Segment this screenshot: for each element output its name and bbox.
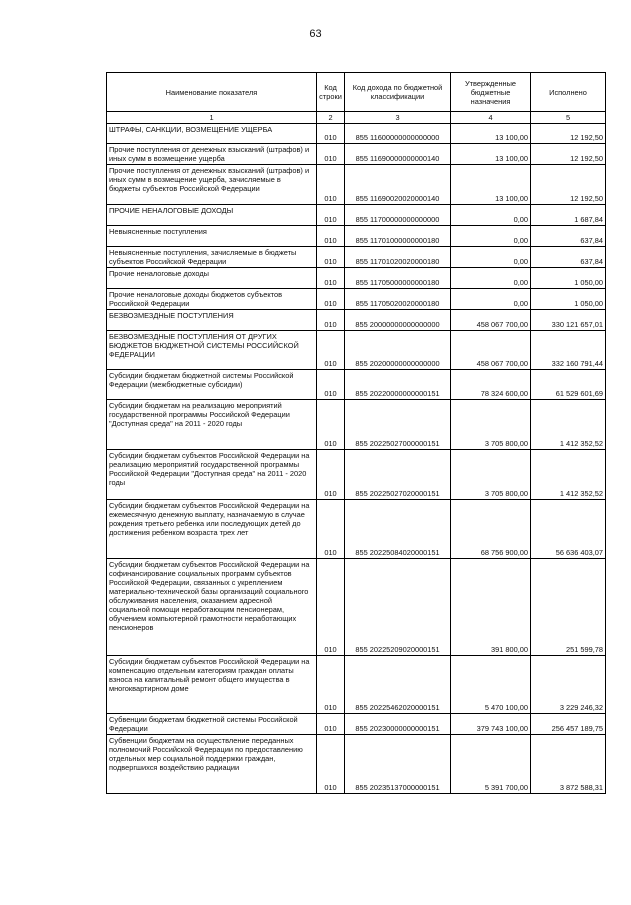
table-row [107, 124, 606, 144]
row-income-code: 855 11705000000000180 [345, 268, 451, 289]
row-name: Невыясненные поступления [107, 226, 317, 247]
table-row [107, 331, 606, 370]
row-line-code: 010 [317, 165, 345, 205]
row-income-code: 855 20220000000000151 [345, 370, 451, 400]
row-executed: 56 636 403,07 [531, 500, 606, 559]
row-executed: 1 050,00 [531, 289, 606, 310]
column-number: 3 [345, 112, 451, 124]
header-line-code: Код строки [317, 73, 345, 112]
row-line-code: 010 [317, 331, 345, 370]
row-approved: 0,00 [451, 247, 531, 268]
table-row [107, 735, 606, 794]
row-name: Субсидии бюджетам субъектов Российской Федерации на реализацию мероприятий государственной программы Российской Федерации "Доступная среда" на 2011 - 2020 годы [107, 450, 317, 500]
row-approved: 13 100,00 [451, 165, 531, 205]
row-executed: 12 192,50 [531, 165, 606, 205]
row-line-code: 010 [317, 370, 345, 400]
row-approved: 3 705 800,00 [451, 400, 531, 450]
row-name: Субсидии бюджетам субъектов Российской Федерации на компенсацию отдельным категориям граждан оплаты взноса на капитальный ремонт общего имущества в многоквартирном доме [107, 656, 317, 714]
row-approved: 379 743 100,00 [451, 714, 531, 735]
row-line-code: 010 [317, 500, 345, 559]
row-income-code: 855 20225084020000151 [345, 500, 451, 559]
row-line-code: 010 [317, 400, 345, 450]
page-number: 63 [309, 28, 322, 40]
header-name: Наименование показателя [107, 73, 317, 112]
row-name: ПРОЧИЕ НЕНАЛОГОВЫЕ ДОХОДЫ [107, 205, 317, 226]
row-income-code: 855 11690020020000140 [345, 165, 451, 205]
row-approved: 458 067 700,00 [451, 331, 531, 370]
header-executed: Исполнено [531, 73, 606, 112]
row-approved: 68 756 900,00 [451, 500, 531, 559]
row-income-code: 855 20230000000000151 [345, 714, 451, 735]
row-approved: 0,00 [451, 289, 531, 310]
row-approved: 0,00 [451, 205, 531, 226]
column-number: 2 [317, 112, 345, 124]
row-line-code: 010 [317, 450, 345, 500]
row-executed: 637,84 [531, 247, 606, 268]
row-name: Невыясненные поступления, зачисляемые в бюджеты субъектов Российской Федерации [107, 247, 317, 268]
row-executed: 256 457 189,75 [531, 714, 606, 735]
table-row [107, 559, 606, 656]
row-executed: 12 192,50 [531, 144, 606, 165]
row-income-code: 855 20200000000000000 [345, 331, 451, 370]
row-executed: 12 192,50 [531, 124, 606, 144]
row-name: Субсидии бюджетам субъектов Российской Федерации на софинансирование социальных программ субъектов Российской Федерации, связанных с укреплением материально-технической базы организаций социального обслуживания населения, оказанием адресной социальной помощи неработающим пенсионерам, обучением компьютерной грамотности неработающих пенсионеров [107, 559, 317, 656]
row-income-code: 855 20225027020000151 [345, 450, 451, 500]
table-row [107, 205, 606, 226]
row-line-code: 010 [317, 310, 345, 331]
row-executed: 1 412 352,52 [531, 450, 606, 500]
row-line-code: 010 [317, 735, 345, 794]
row-approved: 3 705 800,00 [451, 450, 531, 500]
table-row [107, 370, 606, 400]
row-name: БЕЗВОЗМЕЗДНЫЕ ПОСТУПЛЕНИЯ ОТ ДРУГИХ БЮДЖЕТОВ БЮДЖЕТНОЙ СИСТЕМЫ РОССИЙСКОЙ ФЕДЕРАЦИИ [107, 331, 317, 370]
row-line-code: 010 [317, 714, 345, 735]
row-approved: 391 800,00 [451, 559, 531, 656]
column-number: 4 [451, 112, 531, 124]
row-approved: 13 100,00 [451, 124, 531, 144]
row-executed: 330 121 657,01 [531, 310, 606, 331]
row-income-code: 855 20225462020000151 [345, 656, 451, 714]
table-row [107, 400, 606, 450]
row-income-code: 855 20225209020000151 [345, 559, 451, 656]
row-executed: 3 229 246,32 [531, 656, 606, 714]
row-name: Прочие поступления от денежных взысканий (штрафов) и иных сумм в возмещение ущерба, зачисляемые в бюджеты субъектов Российской Федерации [107, 165, 317, 205]
header-approved: Утвержденные бюджетные назначения [451, 73, 531, 112]
row-income-code: 855 11600000000000000 [345, 124, 451, 144]
column-number-row [107, 112, 606, 124]
table-row [107, 247, 606, 268]
row-line-code: 010 [317, 124, 345, 144]
row-line-code: 010 [317, 226, 345, 247]
row-line-code: 010 [317, 268, 345, 289]
row-line-code: 010 [317, 205, 345, 226]
table-row [107, 714, 606, 735]
row-income-code: 855 20000000000000000 [345, 310, 451, 331]
column-number: 5 [531, 112, 606, 124]
row-name: Прочие неналоговые доходы бюджетов субъектов Российской Федерации [107, 289, 317, 310]
row-approved: 5 470 100,00 [451, 656, 531, 714]
row-executed: 637,84 [531, 226, 606, 247]
row-name: ШТРАФЫ, САНКЦИИ, ВОЗМЕЩЕНИЕ УЩЕРБА [107, 124, 317, 144]
row-name: Прочие поступления от денежных взысканий (штрафов) и иных сумм в возмещение ущерба [107, 144, 317, 165]
table-row [107, 226, 606, 247]
row-line-code: 010 [317, 559, 345, 656]
row-line-code: 010 [317, 144, 345, 165]
row-income-code: 855 11701000000000180 [345, 226, 451, 247]
row-income-code: 855 11690000000000140 [345, 144, 451, 165]
row-name: Субвенции бюджетам на осуществление переданных полномочий Российской Федерации по предоставлению отдельных мер социальной поддержки граждан, подвергшихся воздействию радиации [107, 735, 317, 794]
row-name: Прочие неналоговые доходы [107, 268, 317, 289]
row-approved: 458 067 700,00 [451, 310, 531, 331]
table-row [107, 656, 606, 714]
budget-execution-table [106, 72, 606, 794]
row-name: БЕЗВОЗМЕЗДНЫЕ ПОСТУПЛЕНИЯ [107, 310, 317, 331]
table-row [107, 289, 606, 310]
row-line-code: 010 [317, 247, 345, 268]
row-line-code: 010 [317, 289, 345, 310]
row-name: Субсидии бюджетам на реализацию мероприятий государственной программы Российской Федерации "Доступная среда" на 2011 - 2020 годы [107, 400, 317, 450]
row-name: Субсидии бюджетам бюджетной системы Российской Федерации (межбюджетные субсидии) [107, 370, 317, 400]
table-row [107, 268, 606, 289]
table-row [107, 310, 606, 331]
row-name: Субвенции бюджетам бюджетной системы Российской Федерации [107, 714, 317, 735]
row-income-code: 855 20225027000000151 [345, 400, 451, 450]
table-body [107, 124, 606, 794]
row-executed: 61 529 601,69 [531, 370, 606, 400]
row-approved: 5 391 700,00 [451, 735, 531, 794]
table-header-row [107, 73, 606, 112]
row-approved: 0,00 [451, 226, 531, 247]
row-name: Субсидии бюджетам субъектов Российской Федерации на ежемесячную денежную выплату, назначаемую в случае рождения третьего ребенка или последующих детей до достижения ребенком возраста трех лет [107, 500, 317, 559]
row-income-code: 855 11700000000000000 [345, 205, 451, 226]
row-income-code: 855 20235137000000151 [345, 735, 451, 794]
table-row [107, 165, 606, 205]
row-line-code: 010 [317, 656, 345, 714]
row-executed: 332 160 791,44 [531, 331, 606, 370]
table-row [107, 500, 606, 559]
row-executed: 3 872 588,31 [531, 735, 606, 794]
row-executed: 251 599,78 [531, 559, 606, 656]
row-income-code: 855 11705020020000180 [345, 289, 451, 310]
row-income-code: 855 11701020020000180 [345, 247, 451, 268]
row-executed: 1 412 352,52 [531, 400, 606, 450]
row-approved: 0,00 [451, 268, 531, 289]
table-row [107, 144, 606, 165]
row-approved: 78 324 600,00 [451, 370, 531, 400]
header-income-code: Код дохода по бюджетной классификации [345, 73, 451, 112]
row-executed: 1 687,84 [531, 205, 606, 226]
row-executed: 1 050,00 [531, 268, 606, 289]
column-number: 1 [107, 112, 317, 124]
row-approved: 13 100,00 [451, 144, 531, 165]
table-row [107, 450, 606, 500]
